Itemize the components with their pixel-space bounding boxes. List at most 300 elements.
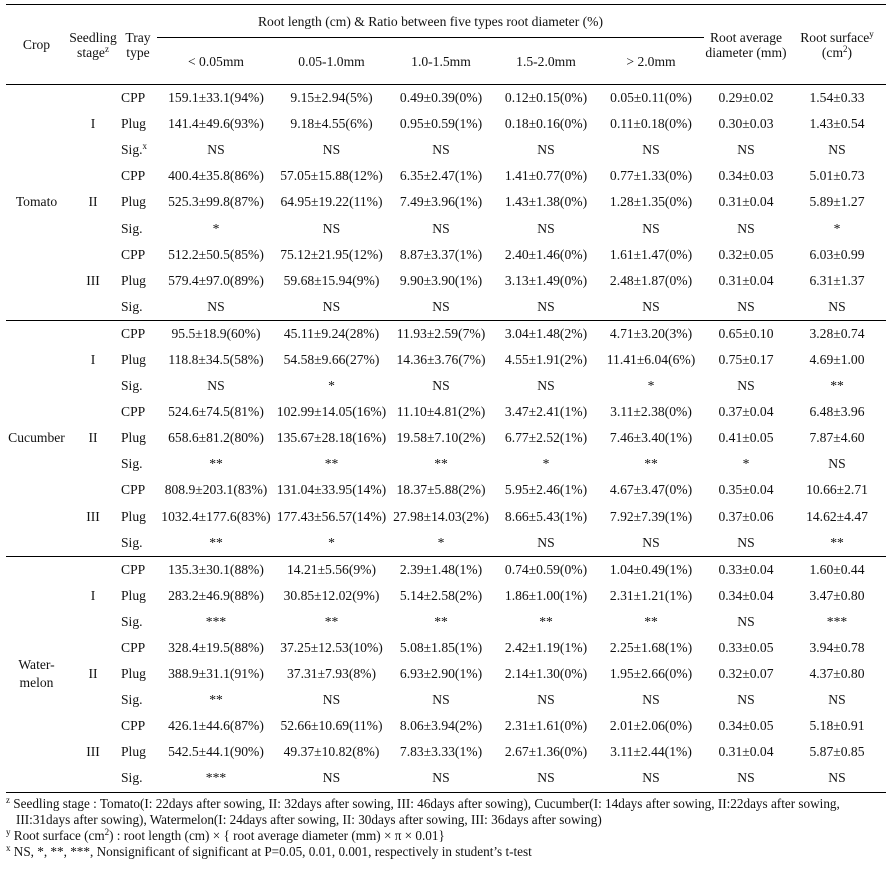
data-cell: 6.48±3.96 xyxy=(809,404,865,420)
data-cell: 0.29±0.02 xyxy=(718,90,774,106)
data-cell: 0.31±0.04 xyxy=(718,272,774,288)
tray-type-label: Plug xyxy=(121,587,146,603)
data-cell: NS xyxy=(432,298,450,314)
data-cell: 6.77±2.52(1%) xyxy=(504,430,588,446)
data-cell: ** xyxy=(644,613,658,629)
data-cell: NS xyxy=(828,692,846,708)
data-cell: 7.49±3.96(1%) xyxy=(399,194,483,210)
data-cell: 3.94±0.78 xyxy=(809,640,865,656)
data-cell: NS xyxy=(537,142,555,158)
data-cell: 6.03±0.99 xyxy=(809,246,865,262)
data-cell: ** xyxy=(209,534,223,550)
data-cell: 0.18±0.16(0%) xyxy=(504,116,588,132)
table-row xyxy=(6,268,886,294)
tray-type-label: Plug xyxy=(121,430,146,446)
data-cell: 118.8±34.5(58%) xyxy=(168,351,264,367)
tray-type-label: CPP xyxy=(121,404,146,420)
data-cell: NS xyxy=(537,534,555,550)
data-cell: 0.77±1.33(0%) xyxy=(609,168,693,184)
data-cell: 3.47±2.41(1%) xyxy=(504,404,588,420)
data-cell: 4.69±1.00 xyxy=(809,351,865,367)
col-header-diameter-1-0-1-5: 1.0-1.5mm xyxy=(411,53,471,69)
seedling-stage: III xyxy=(86,744,100,760)
data-cell: 37.31±7.93(8%) xyxy=(286,666,376,682)
data-cell: * xyxy=(833,220,841,236)
tray-type-label: Sig. xyxy=(121,298,143,314)
table-row xyxy=(6,85,886,112)
data-cell: 8.06±3.94(2%) xyxy=(399,718,483,734)
crop-name: Tomato xyxy=(15,194,58,210)
data-cell: NS xyxy=(322,220,341,236)
data-cell: NS xyxy=(432,220,450,236)
data-cell: 0.34±0.03 xyxy=(718,168,774,184)
crop-group xyxy=(6,85,886,321)
data-cell: 542.5±44.1(90%) xyxy=(168,744,264,760)
tray-type-label: Sig. xyxy=(121,142,143,158)
data-cell: 1.54±0.33 xyxy=(809,90,865,106)
table-row xyxy=(6,661,886,687)
data-cell: 37.25±12.53(10%) xyxy=(280,640,383,656)
data-cell: NS xyxy=(642,692,660,708)
col-header-diameter-1-5-2-0: 1.5-2.0mm xyxy=(516,53,576,69)
table-row xyxy=(6,189,886,215)
data-cell: NS xyxy=(537,378,555,394)
data-cell: 328.4±19.5(88%) xyxy=(168,640,264,656)
tray-type-label: Sig. xyxy=(121,770,143,786)
seedling-stage: I xyxy=(90,587,96,603)
data-cell: 0.95±0.59(1%) xyxy=(399,116,483,132)
table-row xyxy=(6,635,886,661)
tray-type-label: Plug xyxy=(121,666,146,682)
col-header-root-surface: Root surface$^y$ $(cm^2)$ xyxy=(800,28,874,60)
table-footnotes xyxy=(6,796,886,860)
seedling-stage: II xyxy=(88,430,98,446)
data-cell: 141.4±49.6(93%) xyxy=(168,116,264,132)
data-cell: * xyxy=(437,534,445,550)
data-cell: 5.14±2.58(2%) xyxy=(399,587,483,603)
tray-type-label: Plug xyxy=(121,194,146,210)
data-cell: 135.3±30.1(88%) xyxy=(168,561,264,577)
table-row xyxy=(6,347,886,373)
data-cell: NS xyxy=(537,770,555,786)
data-cell: 135.67±28.18(16%) xyxy=(276,430,387,446)
data-cell: NS xyxy=(737,142,755,158)
footnote-text: ) : root length (cm) × { root average diameter (mm) × π × 0.01} xyxy=(109,827,445,843)
tray-type xyxy=(119,111,157,137)
data-cell: ** xyxy=(324,613,339,629)
data-cell: 1.43±0.54 xyxy=(809,116,865,132)
seedling-stage: I xyxy=(90,116,96,132)
data-cell: 0.33±0.05 xyxy=(718,640,774,656)
data-cell: NS xyxy=(737,378,755,394)
data-cell: 7.46±3.40(1%) xyxy=(609,430,693,446)
tray-type xyxy=(119,713,157,739)
data-cell: * xyxy=(328,378,335,394)
tray-type-label: Sig. xyxy=(121,378,143,394)
data-cell: 2.48±1.87(0%) xyxy=(609,272,693,288)
data-cell: 5.01±0.73 xyxy=(809,168,865,184)
data-cell: 9.90±3.90(1%) xyxy=(399,272,483,288)
col-header-diameter-lt-0-05: < 0.05mm xyxy=(187,53,244,69)
data-cell: 1.28±1.35(0%) xyxy=(609,194,693,210)
data-cell: 3.11±2.44(1%) xyxy=(610,744,692,760)
tray-type-label: Plug xyxy=(121,116,146,132)
col-header-diameter-gt-2-0: > 2.0mm xyxy=(626,53,676,69)
data-cell: 3.47±0.80 xyxy=(809,587,865,603)
tray-type-label: CPP xyxy=(121,482,146,498)
data-cell: 400.4±35.8(86%) xyxy=(168,168,264,184)
data-cell: 30.85±12.02(9%) xyxy=(283,587,380,603)
col-header-crop: Crop xyxy=(22,37,51,52)
data-cell: 14.21±5.56(9%) xyxy=(286,561,376,577)
data-cell: 8.87±3.37(1%) xyxy=(399,246,483,262)
footnote xyxy=(6,828,886,844)
data-cell: 10.66±2.71 xyxy=(806,482,868,498)
table-row xyxy=(6,556,886,583)
table-header xyxy=(6,5,886,85)
data-cell: 388.9±31.1(91%) xyxy=(168,666,264,682)
data-cell: 27.98±14.03(2%) xyxy=(393,508,489,524)
data-cell: 2.01±2.06(0%) xyxy=(609,718,693,734)
data-cell: 7.92±7.39(1%) xyxy=(609,508,693,524)
data-cell: 2.39±1.48(1%) xyxy=(399,561,483,577)
tray-type-label: CPP xyxy=(121,718,146,734)
data-cell: 0.35±0.04 xyxy=(718,482,774,498)
data-cell: 0.34±0.04 xyxy=(718,587,774,603)
data-cell: 0.31±0.04 xyxy=(718,744,774,760)
footnote xyxy=(6,844,886,860)
data-cell: 8.66±5.43(1%) xyxy=(504,508,588,524)
data-cell: NS xyxy=(322,298,341,314)
data-cell: 11.41±6.04(6%) xyxy=(606,351,696,367)
tray-type xyxy=(119,504,157,530)
table-row xyxy=(6,477,886,503)
data-cell: 3.04±1.48(2%) xyxy=(504,325,588,341)
data-cell: 0.37±0.06 xyxy=(718,508,774,524)
data-cell: ** xyxy=(539,613,553,629)
data-cell: 102.99±14.05(16%) xyxy=(276,404,387,420)
data-cell: NS xyxy=(737,613,755,629)
table-row xyxy=(6,504,886,530)
data-cell: 4.55±1.91(2%) xyxy=(504,351,588,367)
table-row xyxy=(6,765,886,792)
seedling-stage: II xyxy=(88,194,98,210)
data-cell: 11.10±4.81(2%) xyxy=(396,404,486,420)
data-cell: 1.04±0.49(1%) xyxy=(609,561,693,577)
data-cell: NS xyxy=(642,298,660,314)
data-cell: 52.66±10.69(11%) xyxy=(280,718,383,734)
tray-type xyxy=(119,583,157,609)
tray-type-label: Sig. xyxy=(121,613,143,629)
data-cell: 3.11±2.38(0%) xyxy=(610,404,692,420)
tray-type xyxy=(119,215,157,241)
col-header-root-average-diameter: Root average diameter (mm) xyxy=(705,29,787,60)
col-header-tray-type: Tray type xyxy=(125,29,151,60)
table-row xyxy=(6,425,886,451)
seedling-stage: I xyxy=(90,351,96,367)
data-cell: 7.87±4.60 xyxy=(809,430,865,446)
tray-type xyxy=(119,268,157,294)
footnote-text: NS, *, **, ***, Nonsignificant of significant at P=0.05, 0.01, 0.001, respectively in student’s t-test xyxy=(10,843,532,859)
data-cell: NS xyxy=(642,142,660,158)
tray-type xyxy=(119,530,157,557)
data-cell: 524.6±74.5(81%) xyxy=(168,404,264,420)
tray-type xyxy=(119,373,157,399)
data-cell: 5.18±0.91 xyxy=(809,718,865,734)
tray-type xyxy=(119,320,157,347)
data-cell: 5.95±2.46(1%) xyxy=(504,482,588,498)
data-cell: 2.31±1.21(1%) xyxy=(609,587,693,603)
tray-type-label: CPP xyxy=(121,246,146,262)
data-cell: NS xyxy=(432,692,450,708)
data-cell: 0.49±0.39(0%) xyxy=(399,90,483,106)
tray-type xyxy=(119,242,157,268)
seedling-stage: III xyxy=(86,508,100,524)
data-cell: NS xyxy=(642,770,660,786)
footnote-marker: x xyxy=(6,842,11,853)
data-cell: 0.41±0.05 xyxy=(718,430,774,446)
data-cell: NS xyxy=(322,142,341,158)
data-cell: NS xyxy=(207,378,225,394)
data-cell: 45.11±9.24(28%) xyxy=(283,325,380,341)
data-cell: 64.95±19.22(11%) xyxy=(280,194,383,210)
data-cell: * xyxy=(212,220,220,236)
table-row xyxy=(6,242,886,268)
data-cell: NS xyxy=(642,220,660,236)
data-cell: * xyxy=(742,456,750,472)
table-row xyxy=(6,137,886,163)
data-cell: 579.4±97.0(89%) xyxy=(168,272,264,288)
col-header-diameter-0-05-1-0: 0.05-1.0mm xyxy=(298,53,365,69)
data-cell: NS xyxy=(828,142,846,158)
data-cell: 2.67±1.36(0%) xyxy=(504,744,588,760)
footnote-marker: z xyxy=(6,794,10,805)
data-cell: 4.67±3.47(0%) xyxy=(609,482,693,498)
data-cell: 57.05±15.88(12%) xyxy=(280,168,383,184)
data-cell: 658.6±81.2(80%) xyxy=(168,430,264,446)
data-cell: NS xyxy=(432,378,450,394)
footnote-marker: y xyxy=(6,826,11,837)
data-cell: 7.83±3.33(1%) xyxy=(399,744,483,760)
crop-name: Cucumber xyxy=(8,430,65,446)
data-cell: 2.40±1.46(0%) xyxy=(504,246,588,262)
crop-group xyxy=(6,556,886,792)
data-cell: 49.37±10.82(8%) xyxy=(283,744,380,760)
data-cell: ** xyxy=(434,613,448,629)
data-cell: 0.32±0.07 xyxy=(718,666,774,682)
data-cell: 4.37±0.80 xyxy=(809,666,865,682)
data-cell: 131.04±33.95(14%) xyxy=(276,482,387,498)
tray-type xyxy=(119,556,157,583)
data-cell: 1.60±0.44 xyxy=(809,561,865,577)
data-cell: 808.9±203.1(83%) xyxy=(164,482,268,498)
data-cell: 0.31±0.04 xyxy=(718,194,774,210)
data-cell: NS xyxy=(537,298,555,314)
data-cell: NS xyxy=(828,770,846,786)
data-cell: *** xyxy=(826,613,848,629)
tray-type-label: Plug xyxy=(121,351,146,367)
table-row xyxy=(6,320,886,347)
tray-type-label: Plug xyxy=(121,272,146,288)
data-cell: 59.68±15.94(9%) xyxy=(283,272,380,288)
data-cell: NS xyxy=(537,692,555,708)
data-cell: NS xyxy=(432,770,450,786)
data-cell: ** xyxy=(209,456,223,472)
data-cell: NS xyxy=(737,298,755,314)
data-cell: *** xyxy=(205,613,227,629)
data-cell: * xyxy=(647,378,655,394)
tray-type xyxy=(119,661,157,687)
tray-type xyxy=(119,451,157,477)
tray-type-label: Sig. xyxy=(121,692,143,708)
footnote-text: Root surface (cm xyxy=(10,827,105,843)
col-header-seedling-stage: Seedling stage$^z$ xyxy=(69,29,117,60)
data-cell: 2.42±1.19(1%) xyxy=(504,640,588,656)
data-cell: 1.61±1.47(0%) xyxy=(609,246,693,262)
data-cell: 0.65±0.10 xyxy=(718,325,774,341)
data-cell: 19.58±7.10(2%) xyxy=(396,430,486,446)
data-cell: * xyxy=(328,534,335,550)
tray-type-label: Sig. xyxy=(121,220,143,236)
tray-type xyxy=(119,477,157,503)
tray-type xyxy=(119,399,157,425)
data-cell: 9.15±2.94(5%) xyxy=(290,90,373,106)
table-row xyxy=(6,583,886,609)
tray-type-label: CPP xyxy=(121,325,146,341)
tray-type-label: CPP xyxy=(121,640,146,656)
tray-type-label: CPP xyxy=(121,561,146,577)
data-cell: 525.3±99.8(87%) xyxy=(168,194,264,210)
table-row xyxy=(6,739,886,765)
data-cell: 0.12±0.15(0%) xyxy=(504,90,588,106)
table-row xyxy=(6,215,886,241)
tray-type-label: CPP xyxy=(121,90,146,106)
data-cell: NS xyxy=(642,534,660,550)
table-row xyxy=(6,111,886,137)
data-cell: 18.37±5.88(2%) xyxy=(396,482,486,498)
data-cell: 95.5±18.9(60%) xyxy=(171,325,261,341)
tray-type xyxy=(119,739,157,765)
data-cell: 426.1±44.6(87%) xyxy=(168,718,264,734)
table-row xyxy=(6,713,886,739)
tray-type xyxy=(119,294,157,321)
table-row xyxy=(6,294,886,321)
table-row xyxy=(6,451,886,477)
data-cell: ** xyxy=(830,378,844,394)
tray-type-label: CPP xyxy=(121,168,146,184)
data-cell: 1.95±2.66(0%) xyxy=(609,666,693,682)
table-figure xyxy=(6,4,886,860)
data-cell: 283.2±46.9(88%) xyxy=(168,587,264,603)
data-cell: 0.37±0.04 xyxy=(718,404,774,420)
table-row xyxy=(6,609,886,635)
data-cell: NS xyxy=(322,692,341,708)
tray-type-label: Sig. xyxy=(121,456,143,472)
data-cell: 1.41±0.77(0%) xyxy=(504,168,588,184)
data-cell: 11.93±2.59(7%) xyxy=(396,325,486,341)
data-cell: *** xyxy=(205,770,227,786)
data-cell: 0.33±0.04 xyxy=(718,561,774,577)
crop-name: Water- melon xyxy=(18,657,55,691)
table-row xyxy=(6,373,886,399)
data-cell: 0.74±0.59(0%) xyxy=(504,561,588,577)
data-cell: NS xyxy=(207,298,225,314)
data-cell: 4.71±3.20(3%) xyxy=(609,325,693,341)
tray-type xyxy=(119,687,157,713)
tray-type xyxy=(119,85,157,112)
data-cell: ** xyxy=(644,456,658,472)
data-cell: 6.35±2.47(1%) xyxy=(399,168,483,184)
seedling-stage: II xyxy=(88,666,98,682)
footnote-superscript: 2 xyxy=(104,826,110,837)
data-cell: 9.18±4.55(6%) xyxy=(290,116,373,132)
data-cell: 1.43±1.38(0%) xyxy=(504,194,588,210)
data-cell: NS xyxy=(432,142,450,158)
tray-type-label: Sig. xyxy=(121,534,143,550)
tray-type xyxy=(119,609,157,635)
data-cell: 0.32±0.05 xyxy=(718,246,774,262)
data-cell: 14.62±4.47 xyxy=(806,508,868,524)
data-cell: 54.58±9.66(27%) xyxy=(283,351,380,367)
data-cell: 0.34±0.05 xyxy=(718,718,774,734)
tray-type xyxy=(119,163,157,189)
table-row xyxy=(6,687,886,713)
data-cell: 6.31±1.37 xyxy=(809,272,865,288)
data-cell: 0.05±0.11(0%) xyxy=(610,90,692,106)
data-cell: 2.31±1.61(0%) xyxy=(504,718,588,734)
data-cell: 0.30±0.03 xyxy=(718,116,774,132)
data-cell: 2.25±1.68(1%) xyxy=(609,640,693,656)
table-row xyxy=(6,163,886,189)
data-cell: 5.89±1.27 xyxy=(809,194,865,210)
tray-type xyxy=(119,425,157,451)
data-cell: 5.08±1.85(1%) xyxy=(399,640,483,656)
tray-type xyxy=(119,765,157,792)
data-cell: NS xyxy=(537,220,555,236)
tray-type-label: Plug xyxy=(121,508,146,524)
data-cell: ** xyxy=(830,534,844,550)
tray-type xyxy=(119,189,157,215)
tray-type xyxy=(119,137,157,163)
data-cell: 1.86±1.00(1%) xyxy=(504,587,588,603)
root-traits-table xyxy=(6,4,886,793)
data-cell: 5.87±0.85 xyxy=(809,744,865,760)
data-cell: 512.2±50.5(85%) xyxy=(168,246,264,262)
data-cell: NS xyxy=(737,220,755,236)
data-cell: NS xyxy=(737,770,755,786)
data-cell: 159.1±33.1(94%) xyxy=(168,90,264,106)
tray-type-label: Plug xyxy=(121,744,146,760)
tray-type xyxy=(119,635,157,661)
data-cell: 0.11±0.18(0%) xyxy=(610,116,692,132)
data-cell: 3.13±1.49(0%) xyxy=(504,272,588,288)
data-cell: 3.28±0.74 xyxy=(809,325,865,341)
table-row xyxy=(6,399,886,425)
col-header-root-length-group: Root length (cm) & Ratio between five types root diameter (%) xyxy=(157,5,704,38)
crop-group xyxy=(6,320,886,556)
data-cell: NS xyxy=(828,456,846,472)
data-cell: * xyxy=(542,456,550,472)
data-cell: 14.36±3.76(7%) xyxy=(396,351,486,367)
data-cell: 177.43±56.57(14%) xyxy=(276,508,387,524)
data-cell: NS xyxy=(322,770,341,786)
table-row xyxy=(6,530,886,557)
data-cell: 2.14±1.30(0%) xyxy=(504,666,588,682)
data-cell: NS xyxy=(737,534,755,550)
data-cell: 75.12±21.95(12%) xyxy=(280,246,383,262)
data-cell: 1032.4±177.6(83%) xyxy=(161,508,271,524)
footnote xyxy=(6,796,886,828)
